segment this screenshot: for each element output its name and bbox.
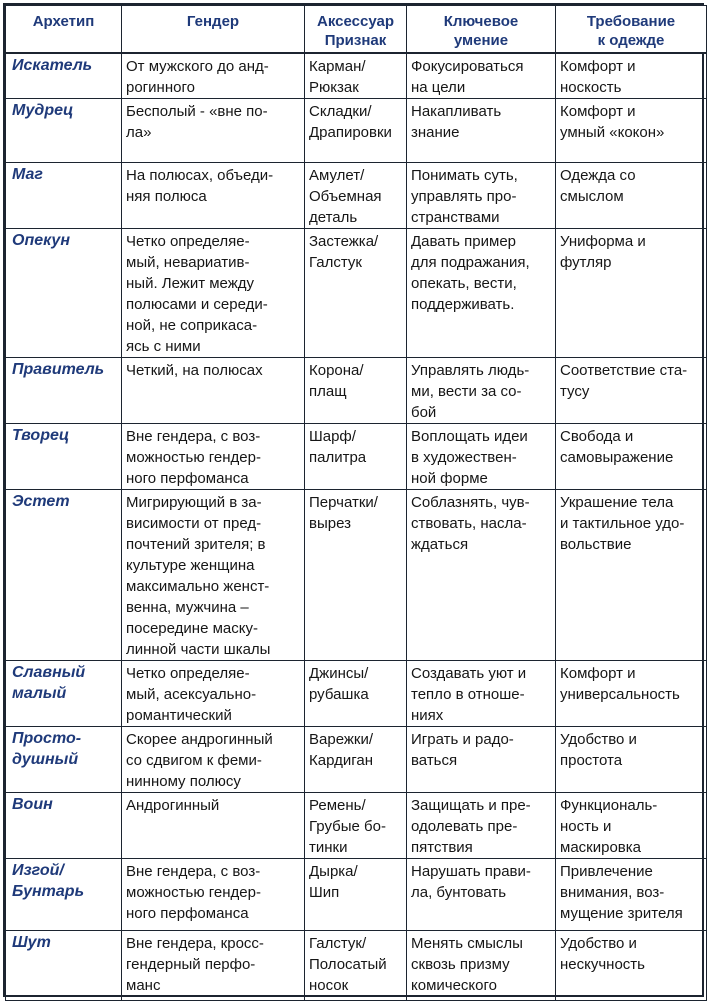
text-line: Четко определяе- (126, 233, 250, 250)
table-row (6, 727, 707, 793)
text-line: Застежка/ (309, 233, 379, 250)
text-line: На полюсах, объеди- (126, 167, 274, 184)
table-row (6, 229, 707, 358)
gender-cell (122, 229, 305, 358)
text-line: Карман/ (309, 58, 366, 75)
text-line: Изгой/ (12, 862, 64, 879)
text-line: Признак (324, 32, 387, 49)
text-line: висимости от пред- (126, 515, 262, 532)
text-line: няя полюса (126, 188, 207, 205)
table-row (6, 424, 707, 490)
text-line: самовыражение (560, 449, 674, 466)
text-line: деталь (309, 209, 358, 226)
text-line: ной, не соприкаса- (126, 317, 258, 334)
text-line: Свобода и (560, 428, 634, 445)
gender-cell (122, 931, 305, 1001)
text-line: ла, бунтовать (411, 884, 507, 901)
archetype-cell (6, 661, 122, 727)
text-line: Творец (12, 427, 70, 444)
table-row (6, 358, 707, 424)
text-line: Накапливать (411, 103, 502, 120)
archetype-cell (6, 793, 122, 859)
text-line: Полосатый (309, 956, 387, 973)
text-line: малый (12, 685, 67, 702)
text-line: Понимать суть, (411, 167, 518, 184)
table-row (6, 793, 707, 859)
text-line: Комфорт и (560, 665, 636, 682)
text-line: Мигрирующий в за- (126, 494, 262, 511)
accessory-cell (305, 53, 407, 99)
text-line: футляр (560, 254, 612, 271)
key-skill-cell (407, 424, 556, 490)
text-line: Просто- (12, 730, 82, 747)
text-line: полюсами и середи- (126, 296, 268, 313)
text-line: ного перфоманса (126, 470, 249, 487)
text-line: умный «кокон» (560, 124, 665, 141)
text-line: универсальность (560, 686, 680, 703)
text-line: Вне гендера, с воз- (126, 863, 261, 880)
accessory-cell (305, 931, 407, 1001)
text-line: Четкий, на полюсах (126, 362, 263, 379)
text-line: бой (411, 404, 437, 421)
text-line: посередине маску- (126, 620, 258, 637)
clothing-requirement-cell (556, 727, 707, 793)
clothing-requirement-cell (556, 53, 707, 99)
accessory-cell (305, 163, 407, 229)
text-line: внимания, воз- (560, 884, 665, 901)
accessory-cell (305, 229, 407, 358)
text-line: Амулет/ (309, 167, 365, 184)
archetype-cell (6, 163, 122, 229)
table-body (6, 53, 707, 1001)
gender-cell (122, 859, 305, 931)
text-line: Защищать и пре- (411, 797, 531, 814)
archetype-cell (6, 358, 122, 424)
text-line: и тактильное удо- (560, 515, 685, 532)
text-line: Украшение тела (560, 494, 674, 511)
text-line: Вне гендера, кросс- (126, 935, 264, 952)
text-line: Играть и радо- (411, 731, 514, 748)
text-line: ясь с ними (126, 338, 201, 355)
text-line: вырез (309, 515, 351, 532)
text-line: ного перфоманса (126, 905, 249, 922)
text-line: маскировка (560, 839, 641, 856)
text-line: Корона/ (309, 362, 364, 379)
accessory-cell (305, 99, 407, 163)
text-line: Требование (586, 13, 676, 30)
accessory-cell (305, 490, 407, 661)
header-clothing-requirement (556, 6, 707, 54)
gender-cell (122, 53, 305, 99)
clothing-requirement-cell (556, 424, 707, 490)
text-line: ваться (411, 752, 458, 769)
gender-cell (122, 163, 305, 229)
text-line: Маг (12, 166, 43, 183)
text-line: Скорее андрогинный (126, 731, 273, 748)
key-skill-cell (407, 727, 556, 793)
text-line: Менять смыслы (411, 935, 523, 952)
text-line: умение (453, 32, 509, 49)
text-line: Перчатки/ (309, 494, 378, 511)
text-line: Ремень/ (309, 797, 366, 814)
text-line: Одежда со (560, 167, 636, 184)
text-line: романтический (126, 707, 232, 724)
text-line: Драпировки (309, 124, 392, 141)
text-line: управлять про- (411, 188, 517, 205)
key-skill-cell (407, 163, 556, 229)
gender-cell (122, 424, 305, 490)
text-line: тепло в отноше- (411, 686, 525, 703)
key-skill-cell (407, 490, 556, 661)
header-row (6, 6, 707, 54)
table-row (6, 859, 707, 931)
text-line: Создавать уют и (411, 665, 527, 682)
archetype-table-frame (3, 3, 704, 997)
table-row (6, 661, 707, 727)
header-accessory (305, 6, 407, 54)
text-line: мущение зрителя (560, 905, 683, 922)
clothing-requirement-cell (556, 99, 707, 163)
text-line: почтений зрителя; в (126, 536, 266, 553)
clothing-requirement-cell (556, 859, 707, 931)
clothing-requirement-cell (556, 661, 707, 727)
key-skill-cell (407, 229, 556, 358)
text-line: Опекун (12, 232, 70, 249)
text-line: Шарф/ (309, 428, 356, 445)
text-line: Складки/ (309, 103, 372, 120)
text-line: Мудрец (12, 102, 74, 119)
accessory-cell (305, 727, 407, 793)
gender-cell (122, 358, 305, 424)
text-line: Грубые бо- (309, 818, 386, 835)
text-line: к одежде (597, 32, 665, 49)
clothing-requirement-cell (556, 931, 707, 1001)
table-row (6, 931, 707, 1001)
key-skill-cell (407, 358, 556, 424)
archetype-cell (6, 490, 122, 661)
text-line: вольствие (560, 536, 632, 553)
text-line: Дырка/ (309, 863, 358, 880)
archetype-cell (6, 727, 122, 793)
text-line: нинному полюсу (126, 773, 241, 790)
text-line: пятствия (411, 839, 473, 856)
text-line: Бесполый - «вне по- (126, 103, 268, 120)
text-line: Соответствие ста- (560, 362, 688, 379)
text-line: носкость (560, 79, 622, 96)
text-line: культуре женщина (126, 557, 255, 574)
accessory-cell (305, 859, 407, 931)
archetype-cell (6, 931, 122, 1001)
text-line: От мужского до анд- (126, 58, 269, 75)
text-line: Архетип (32, 13, 95, 30)
text-line: Воин (12, 796, 53, 813)
text-line: странствами (411, 209, 500, 226)
table-row (6, 163, 707, 229)
key-skill-cell (407, 99, 556, 163)
text-line: гендерный перфо- (126, 956, 256, 973)
accessory-cell (305, 358, 407, 424)
gender-cell (122, 661, 305, 727)
text-line: для подражания, (411, 254, 530, 271)
text-line: Удобство и (560, 935, 637, 952)
key-skill-cell (407, 661, 556, 727)
clothing-requirement-cell (556, 793, 707, 859)
header-archetype (6, 6, 122, 54)
text-line: Галстук (309, 254, 362, 271)
clothing-requirement-cell (556, 358, 707, 424)
text-line: опекать, вести, (411, 275, 517, 292)
text-line: Фокусироваться (411, 58, 524, 75)
text-line: максимально женст- (126, 578, 270, 595)
text-line: Функциональ- (560, 797, 658, 814)
text-line: поддерживать. (411, 296, 515, 313)
text-line: в художествен- (411, 449, 517, 466)
text-line: Комфорт и (560, 103, 636, 120)
text-line: манс (126, 977, 161, 994)
archetype-cell (6, 424, 122, 490)
text-line: Бунтарь (12, 883, 85, 900)
text-line: ждаться (411, 536, 469, 553)
text-line: Униформа и (560, 233, 646, 250)
text-line: носок (309, 977, 349, 994)
text-line: ной форме (411, 470, 488, 487)
key-skill-cell (407, 859, 556, 931)
text-line: одолевать пре- (411, 818, 518, 835)
text-line: можностью гендер- (126, 884, 261, 901)
archetype-cell (6, 99, 122, 163)
text-line: мый, невариатив- (126, 254, 250, 271)
text-line: со сдвигом к феми- (126, 752, 262, 769)
text-line: Аксессуар (317, 13, 394, 30)
text-line: мый, асексуально- (126, 686, 257, 703)
text-line: нескучность (560, 956, 645, 973)
gender-cell (122, 99, 305, 163)
text-line: Вне гендера, с воз- (126, 428, 261, 445)
text-line: можностью гендер- (126, 449, 261, 466)
text-line: Соблазнять, чув- (411, 494, 530, 511)
text-line: душный (12, 751, 79, 768)
text-line: Управлять людь- (411, 362, 530, 379)
clothing-requirement-cell (556, 163, 707, 229)
text-line: Искатель (12, 57, 93, 74)
text-line: рогинного (126, 79, 195, 96)
text-line: ный. Лежит между (126, 275, 255, 292)
text-line: ла» (126, 124, 152, 141)
header-key-skill (407, 6, 556, 54)
text-line: Славный (12, 664, 86, 681)
text-line: Комфорт и (560, 58, 636, 75)
text-line: Шут (12, 934, 51, 951)
key-skill-cell (407, 793, 556, 859)
text-line: Нарушать прави- (411, 863, 531, 880)
text-line: Объемная (309, 188, 382, 205)
text-line: Рюкзак (309, 79, 359, 96)
header-gender (122, 6, 305, 54)
text-line: Эстет (12, 493, 70, 510)
text-line: Андрогинный (126, 797, 220, 814)
text-line: смыслом (560, 188, 624, 205)
text-line: рубашка (309, 686, 369, 703)
clothing-requirement-cell (556, 490, 707, 661)
clothing-requirement-cell (556, 229, 707, 358)
gender-cell (122, 727, 305, 793)
text-line: Гендер (186, 13, 240, 30)
text-line: Четко определяе- (126, 665, 250, 682)
key-skill-cell (407, 53, 556, 99)
text-line: ствовать, насла- (411, 515, 527, 532)
archetype-cell (6, 229, 122, 358)
text-line: тусу (560, 383, 590, 400)
accessory-cell (305, 793, 407, 859)
archetype-cell (6, 53, 122, 99)
table-row (6, 53, 707, 99)
text-line: ность и (560, 818, 612, 835)
text-line: Ключевое (443, 13, 519, 30)
table-row (6, 490, 707, 661)
text-line: простота (560, 752, 623, 769)
text-line: сквозь призму (411, 956, 510, 973)
archetype-table (5, 5, 707, 1001)
text-line: Воплощать идеи (411, 428, 528, 445)
accessory-cell (305, 661, 407, 727)
key-skill-cell (407, 931, 556, 1001)
text-line: тинки (309, 839, 348, 856)
accessory-cell (305, 424, 407, 490)
text-line: на цели (411, 79, 466, 96)
text-line: Давать пример (411, 233, 517, 250)
text-line: венна, мужчина – (126, 599, 249, 616)
text-line: палитра (309, 449, 367, 466)
text-line: ниях (411, 707, 444, 724)
text-line: ми, вести за со- (411, 383, 522, 400)
text-line: Галстук/ (309, 935, 367, 952)
text-line: Джинсы/ (309, 665, 369, 682)
text-line: комического (411, 977, 497, 994)
text-line: Шип (309, 884, 340, 901)
gender-cell (122, 490, 305, 661)
text-line: Правитель (12, 361, 105, 378)
archetype-cell (6, 859, 122, 931)
text-line: Удобство и (560, 731, 637, 748)
text-line: плащ (309, 383, 347, 400)
text-line: Варежки/ (309, 731, 374, 748)
table-row (6, 99, 707, 163)
text-line: Привлечение (560, 863, 653, 880)
gender-cell (122, 793, 305, 859)
text-line: Кардиган (309, 752, 373, 769)
text-line: линной части шкалы (126, 641, 271, 658)
text-line: знание (411, 124, 460, 141)
